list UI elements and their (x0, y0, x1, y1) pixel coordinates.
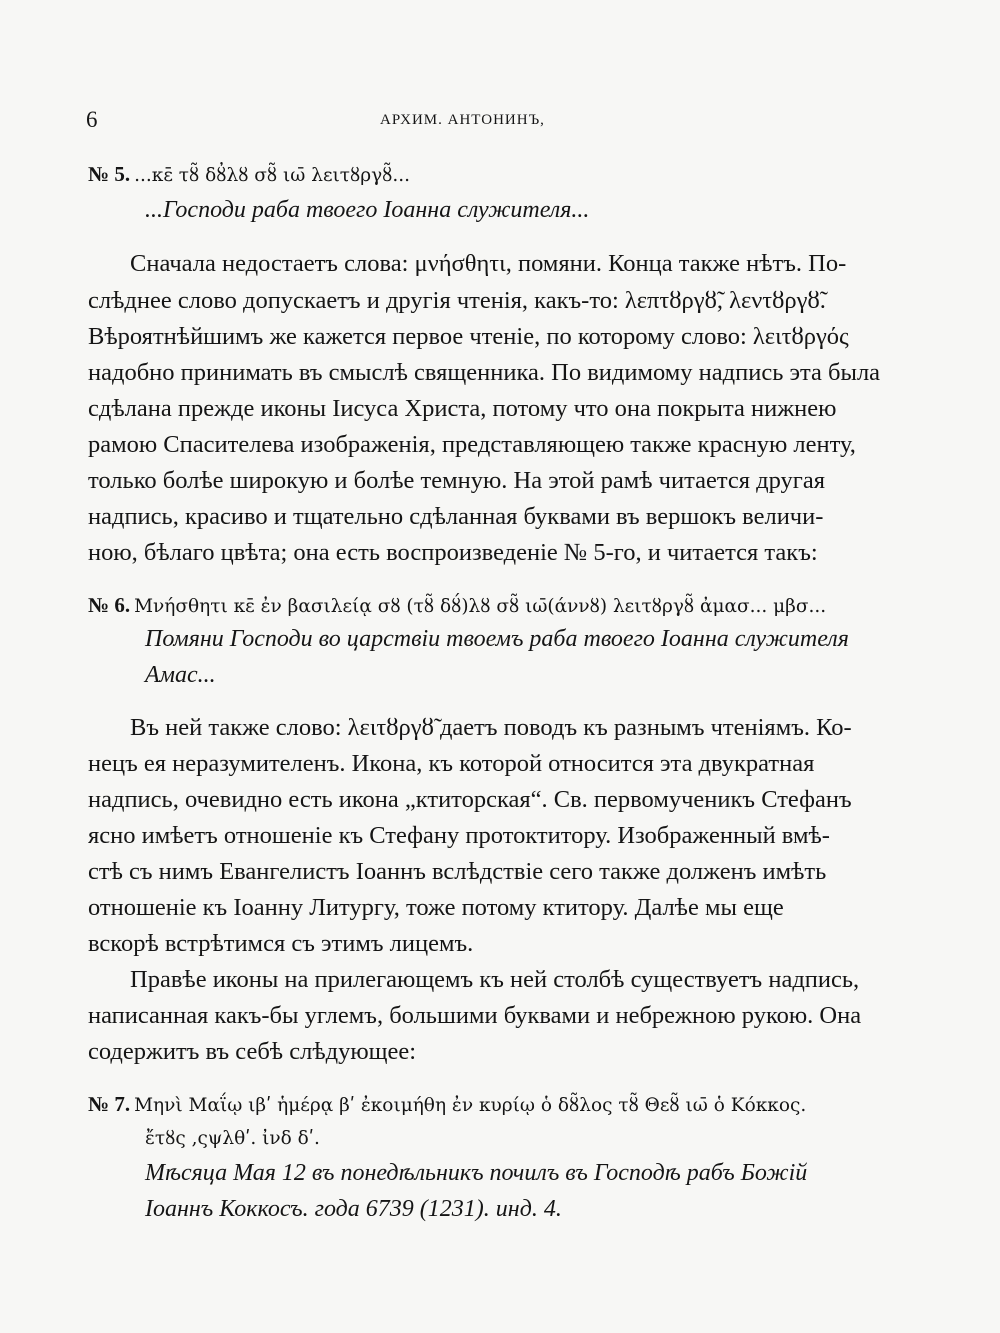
inscription-7-greek: Μηνὶ Μαΐῳ ιβʹ ἡμέρᾳ βʹ ἐκοιμήθη ἐν κυρίῳ ὁ δȣ̃λος τȣ̃ Θεȣ̃ ιω̄ ὁ Κόκκος. (134, 1095, 807, 1116)
paragraph-line: слѣднее слово допускаетъ и другія чтенія, какъ-то: λεπτȣργȣ̃, λεντȣργȣ̃. (88, 287, 826, 314)
inscription-5-greek: ...κε̄ τȣ̃ δȣ̓λȣ σȣ̃ ιω̄ λειτȣργȣ̃... (134, 165, 411, 186)
paragraph-line: написанная какъ-бы углемъ, большими буквами и небрежною рукою. Она (88, 1002, 862, 1029)
paragraph-line: ною, бѣлаго цвѣта; она есть воспроизведеніе № 5-го, и читается такъ: (88, 539, 818, 566)
paragraph-line: Въ ней также слово: λειτȣργȣ̃ даетъ поводъ къ разнымъ чтеніямъ. Ко- (130, 714, 852, 741)
paragraph-line: содержитъ въ себѣ слѣдующее: (88, 1038, 417, 1065)
paragraph-line: ясно имѣетъ отношеніе къ Стефану протоктитору. Изображенный вмѣ- (88, 822, 830, 849)
paragraph-line: надобно принимать въ смыслѣ священника. По видимому надпись эта была (88, 359, 881, 386)
inscription-7-greek-line-2: ἔτȣς ,ςψλθʹ. ἰνδ δʹ. (145, 1128, 320, 1149)
inscription-6-greek-line (88, 593, 826, 618)
inscription-5-label: № 5. (88, 162, 131, 186)
paragraph-line: надпись, красиво и тщательно сдѣланная буквами въ вершокъ величи- (88, 503, 824, 530)
paragraph-line: Вѣроятнѣйшимъ же кажется первое чтеніе, по которому слово: λειτȣργός (88, 323, 849, 350)
inscription-6-translation-line: Амас... (145, 662, 216, 688)
inscription-5-translation: ...Господи раба твоего Іоанна служителя... (145, 197, 590, 223)
inscription-6-label: № 6. (88, 593, 131, 617)
paragraph-line: надпись, очевидно есть икона „ктиторская“. Св. первомученикъ Стефанъ (88, 786, 852, 813)
paragraph-line: отношеніе къ Іоанну Литургу, тоже потому ктитору. Далѣе мы еще (88, 894, 784, 921)
paragraph-line: вскорѣ встрѣтимся съ этимъ лицемъ. (88, 930, 474, 957)
inscription-5-greek-line (88, 162, 410, 187)
inscription-7-translation-line: Іоаннъ Коккосъ. года 6739 (1231). инд. 4. (145, 1196, 562, 1222)
inscription-7-label: № 7. (88, 1092, 131, 1116)
paragraph-line: сдѣлана прежде иконы Іисуса Христа, потому что она покрыта нижнею (88, 395, 837, 422)
paragraph-line: только болѣе широкую и болѣе темную. На этой рамѣ читается другая (88, 467, 825, 494)
paragraph-line: Сначала недостаетъ слова: μνήσθητι, помяни. Конца также нѣтъ. По- (130, 250, 847, 277)
inscription-7-translation-line: Мѣсяца Мая 12 въ понедѣльникъ почилъ въ Господѣ рабъ Божій (145, 1160, 808, 1186)
paragraph-line: рамою Спасителева изображенія, представляющею также красную ленту, (88, 431, 856, 458)
inscription-6-translation-line: Помяни Господи во царствіи твоемъ раба твоего Іоанна служителя (145, 626, 849, 652)
inscription-7-greek-line (88, 1092, 806, 1117)
page-number: 6 (86, 107, 98, 132)
inscription-6-greek: Μνήσθητι κε̄ ἐν βασιλείᾳ σȣ (τȣ̃ δȣ́)λȣ σȣ̃ ιω̄(άννȣ) λειτȣργȣ̃ ἀμασ... μβσ... (134, 596, 827, 617)
paragraph-line: нецъ ея неразумителенъ. Икона, къ которой относится эта двукратная (88, 750, 815, 777)
paragraph-line: Правѣе иконы на прилегающемъ къ ней столбѣ существуетъ надпись, (130, 966, 860, 993)
running-title: АРХИМ. АНТОНИНЪ, (380, 112, 545, 128)
paragraph-line: стѣ съ нимъ Евангелистъ Іоаннъ вслѣдствіе сего также долженъ имѣть (88, 858, 827, 885)
